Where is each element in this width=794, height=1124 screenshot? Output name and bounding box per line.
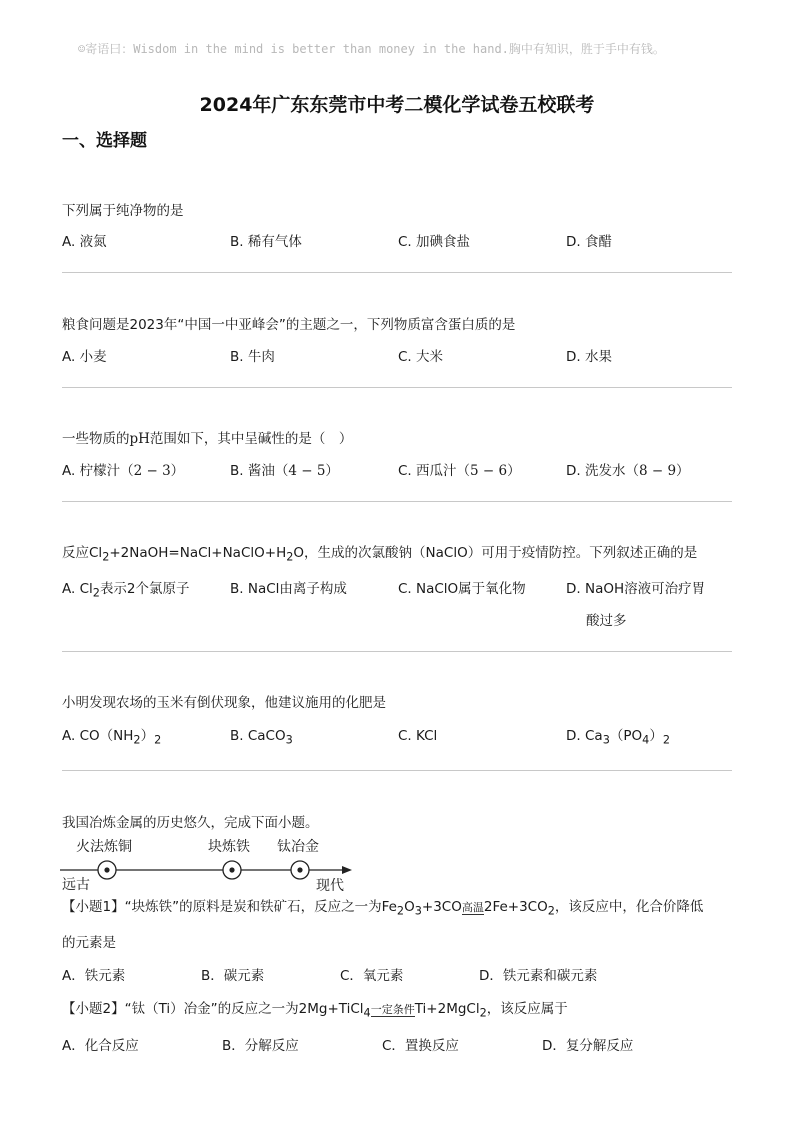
motto-header: ☺寄语曰：Wisdom in the mind is better than money in the hand.胸中有知识，胜于手中有钱。 <box>78 42 665 56</box>
q5-d-sub2: 4 <box>642 733 650 747</box>
section-title: 一、选择题 <box>62 131 147 151</box>
q4-stem-b: +2NaOH=NaCl+NaClO+H <box>109 545 287 561</box>
sub1-option-b[interactable]: B．碳元素 <box>201 968 265 984</box>
sub-question-1-stem-line2: 的元素是 <box>62 935 116 951</box>
q5-a-2: ） <box>140 728 155 744</box>
q4-option-d[interactable]: D. NaOH溶液可治疗胃 <box>566 581 706 597</box>
q1-option-c[interactable]: C. 加碘食盐 <box>398 234 471 250</box>
q2-option-b[interactable]: B. 牛肉 <box>230 349 275 365</box>
divider <box>62 651 732 652</box>
q5-d-2: （PO <box>609 728 643 744</box>
timeline-label-titanium: 钛冶金 <box>277 839 319 855</box>
divider <box>62 501 732 502</box>
q4-stem-sub2: 2 <box>286 550 294 564</box>
q2-option-d[interactable]: D. 水果 <box>566 349 612 365</box>
q1-option-b[interactable]: B. 稀有气体 <box>230 234 302 250</box>
q3-stem-ph: pH <box>129 431 150 447</box>
q3-option-b[interactable] <box>230 461 339 481</box>
q2-option-c[interactable]: C. 大米 <box>398 349 444 365</box>
divider <box>62 770 732 771</box>
q3-option-c-range: （5 − 6） <box>456 463 521 479</box>
sub1-condition-text: 高温 <box>461 901 484 914</box>
timeline-node-3-dot <box>297 867 302 872</box>
q5-option-d[interactable] <box>566 726 670 751</box>
q5-a-sub1: 2 <box>133 733 141 747</box>
sub2-option-a[interactable]: A．化合反应 <box>62 1038 139 1054</box>
sub1-sub2: 3 <box>414 904 422 918</box>
q3-option-d-range: （8 − 9） <box>625 463 690 479</box>
sub1-sub3: 2 <box>547 904 555 918</box>
sub2-sub1: 4 <box>363 1006 371 1020</box>
q3-option-c-label: C. 西瓜汁 <box>398 463 457 479</box>
q3-option-b-label: B. 酱油 <box>230 463 275 479</box>
timeline-diagram <box>58 832 358 894</box>
q5-d-sub1: 3 <box>602 733 610 747</box>
question-2-stem: 粮食问题是2023年“中国一中亚峰会”的主题之一，下列物质富含蛋白质的是 <box>62 317 516 333</box>
q1-option-d[interactable]: D. 食醋 <box>566 234 612 250</box>
q4-option-a-part2: 表示2个氯原子 <box>99 581 190 597</box>
q2-option-a[interactable]: A. 小麦 <box>62 349 107 365</box>
sub1-m1: O <box>404 899 415 915</box>
group-stem: 我国冶炼金属的历史悠久，完成下面小题。 <box>62 815 319 831</box>
q3-stem-pre: 一些物质的 <box>62 431 130 447</box>
sub1-pre: 【小题1】“块炼铁”的原料是炭和铁矿石，反应之一为Fe <box>62 899 397 915</box>
question-4-stem <box>62 543 697 568</box>
timeline-label-modern: 现代 <box>316 878 344 894</box>
q4-stem-sub1: 2 <box>102 550 110 564</box>
timeline-label-iron: 块炼铁 <box>208 839 250 855</box>
timeline-node-1-dot <box>104 867 109 872</box>
q1-option-a[interactable]: A. 液氮 <box>62 234 107 250</box>
q3-option-a-range: （2 − 3） <box>120 463 185 479</box>
question-3-stem <box>62 429 352 449</box>
q4-option-d-cont: 酸过多 <box>586 613 627 629</box>
q5-option-b[interactable] <box>230 726 293 751</box>
sub2-condition-text: 一定条件 <box>370 1003 415 1016</box>
question-1-stem: 下列属于纯净物的是 <box>62 203 184 219</box>
sub1-m3: 2Fe+3CO <box>483 899 548 915</box>
sub1-option-d[interactable]: D．铁元素和碳元素 <box>479 968 598 984</box>
q3-option-c[interactable] <box>398 461 521 481</box>
sub2-option-b[interactable]: B．分解反应 <box>222 1038 299 1054</box>
page-title: 2024年广东东莞市中考二模化学试卷五校联考 <box>199 94 595 116</box>
q3-option-d-label: D. 洗发水 <box>566 463 626 479</box>
q5-d-sub3: 2 <box>662 733 670 747</box>
sub2-m1: Ti+2MgCl <box>414 1001 480 1017</box>
timeline-node-2-dot <box>229 867 234 872</box>
q5-a-sub2: 2 <box>154 733 162 747</box>
q4-option-c[interactable]: C. NaClO属于氧化物 <box>398 581 526 597</box>
sub2-sub2: 2 <box>479 1006 487 1020</box>
sub-question-2-stem <box>62 999 568 1024</box>
sub2-option-d[interactable]: D．复分解反应 <box>542 1038 634 1054</box>
q3-option-a-label: A. 柠檬汁 <box>62 463 121 479</box>
divider <box>62 272 732 273</box>
sub2-pre: 【小题2】“钛（Ti）冶金”的反应之一为2Mg+TiCl <box>62 1001 364 1017</box>
q4-option-a[interactable] <box>62 579 190 604</box>
q5-d-3: ） <box>649 728 663 744</box>
q4-stem-c: O，生成的次氯酸钠（NaClO）可用于疫情防控。下列叙述正确的是 <box>293 545 698 561</box>
divider <box>62 387 732 388</box>
q5-b-sub: 3 <box>285 733 293 747</box>
sub1-m2: +3CO <box>421 899 462 915</box>
q3-option-b-range: （4 − 5） <box>274 463 339 479</box>
sub-question-1-stem <box>62 897 703 922</box>
q3-stem-post: 范围如下，其中呈碱性的是（ ） <box>149 431 353 447</box>
question-5-stem: 小明发现农场的玉米有倒伏现象，他建议施用的化肥是 <box>62 695 386 711</box>
sub1-post: ，该反应中，化合价降低 <box>554 899 704 915</box>
q5-option-c[interactable]: C. KCl <box>398 728 438 744</box>
sub1-sub1: 2 <box>396 904 405 918</box>
timeline-label-ancient: 远古 <box>62 877 90 893</box>
q4-stem-a: 反应Cl <box>62 545 103 561</box>
q5-option-a[interactable] <box>62 726 161 751</box>
q3-option-a[interactable] <box>62 461 184 481</box>
sub1-option-c[interactable]: C．氧元素 <box>340 968 404 984</box>
q3-option-d[interactable] <box>566 461 690 481</box>
q5-b-1: B. CaCO <box>230 728 286 744</box>
q5-d-1: D. Ca <box>566 728 603 744</box>
q4-option-b[interactable]: B. NaCl由离子构成 <box>230 581 347 597</box>
sub1-option-a[interactable]: A．铁元素 <box>62 968 126 984</box>
timeline-label-copper: 火法炼铜 <box>76 839 132 855</box>
sub1-condition <box>462 898 484 918</box>
sub2-option-c[interactable]: C．置换反应 <box>382 1038 459 1054</box>
q4-option-a-sub: 2 <box>92 586 100 600</box>
sub2-post: ，该反应属于 <box>486 1001 568 1017</box>
sub2-condition <box>371 1000 415 1020</box>
q4-option-a-part1: A. Cl <box>62 581 93 597</box>
q5-a-1: A. CO（NH <box>62 728 134 744</box>
timeline-arrow <box>342 866 352 874</box>
